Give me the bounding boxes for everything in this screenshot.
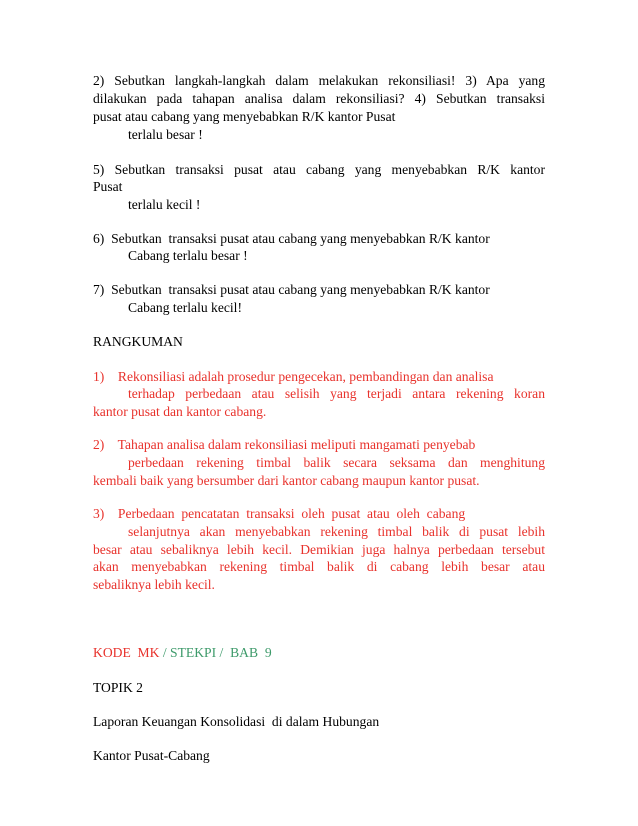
question-2-line-2: dilakukan pada tahapan analisa dalam rekonsiliasi? 4) Sebutkan transaksi (93, 91, 545, 106)
institution-name: STEKPI (170, 645, 217, 660)
topic-label: TOPIK 2 (93, 680, 143, 695)
header-separator: / (159, 645, 171, 660)
summary-heading: RANGKUMAN (93, 334, 183, 349)
course-code: KODE MK (93, 645, 160, 660)
question-2-line-3: pusat atau cabang yang menyebabkan R/K kantor Pusat (93, 109, 396, 124)
summary-point-2-line-2: perbedaan rekening timbal balik secara seksama dan menghitung (128, 455, 545, 470)
summary-point-3-line-3: besar atau sebaliknya lebih kecil. Demikian juga halnya perbedaan tersebut (93, 542, 545, 557)
question-7-line-1: 7) Sebutkan transaksi pusat atau cabang yang menyebabkan R/K kantor (93, 282, 490, 297)
summary-point-1-line-3: kantor pusat dan kantor cabang. (93, 404, 267, 419)
question-2-line-4: terlalu besar ! (128, 127, 203, 142)
summary-point-1-line-1: 1) Rekonsiliasi adalah prosedur pengecekan, pembandingan dan analisa (93, 369, 494, 384)
question-6-line-2: Cabang terlalu besar ! (128, 248, 248, 263)
topic-title-line-2: Kantor Pusat-Cabang (93, 748, 210, 763)
summary-point-2-line-1: 2) Tahapan analisa dalam rekonsiliasi meliputi mangamati penyebab (93, 437, 476, 452)
question-6-line-1: 6) Sebutkan transaksi pusat atau cabang yang menyebabkan R/K kantor (93, 231, 490, 246)
course-header (93, 644, 272, 662)
question-5-line-1: 5) Sebutkan transaksi pusat atau cabang yang menyebabkan R/K kantor (93, 162, 545, 177)
question-7-line-2: Cabang terlalu kecil! (128, 300, 242, 315)
question-5-line-3: terlalu kecil ! (128, 197, 201, 212)
topic-title-line-1: Laporan Keuangan Konsolidasi di dalam Hubungan (93, 714, 380, 729)
header-separator: / (216, 645, 231, 660)
chapter-label: BAB 9 (230, 645, 272, 660)
summary-point-3-line-2: selanjutnya akan menyebabkan rekening timbal balik di pusat lebih (128, 524, 545, 539)
summary-point-2-line-3: kembali baik yang bersumber dari kantor cabang maupun kantor pusat. (93, 473, 480, 488)
question-5-line-2: Pusat (93, 179, 123, 194)
summary-point-3-line-4: akan menyebabkan rekening timbal balik di cabang lebih besar atau (93, 559, 545, 574)
summary-point-1-line-2: terhadap perbedaan atau selisih yang terjadi antara rekening koran (128, 386, 545, 401)
question-2-line-1: 2) Sebutkan langkah-langkah dalam melakukan rekonsiliasi! 3) Apa yang (93, 73, 545, 88)
summary-point-3-line-5: sebaliknya lebih kecil. (93, 577, 215, 592)
summary-point-3-line-1: 3) Perbedaan pencatatan transaksi oleh pusat atau oleh cabang (93, 506, 466, 521)
